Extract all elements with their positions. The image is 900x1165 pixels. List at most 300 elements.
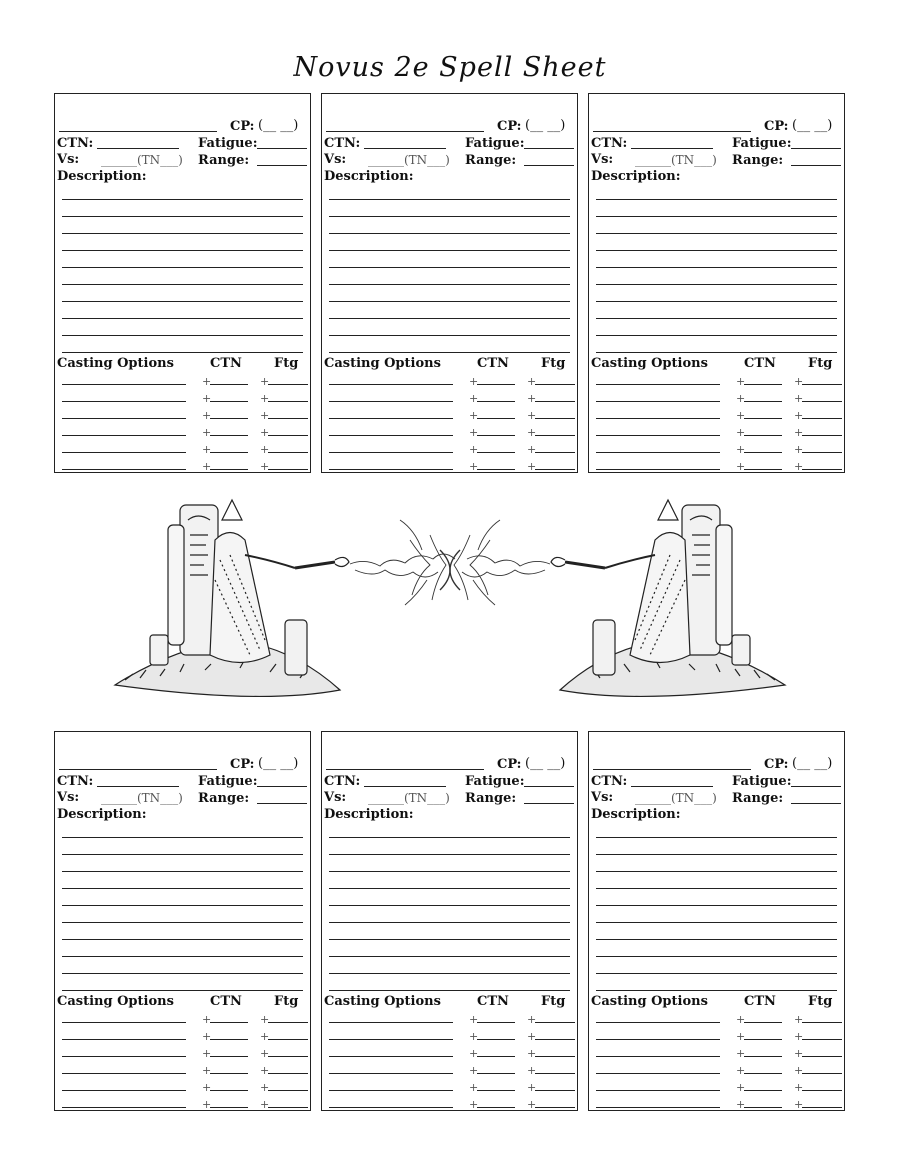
ftg-plus: + bbox=[260, 460, 270, 473]
description-line[interactable] bbox=[596, 318, 837, 319]
ftg-plus: + bbox=[794, 375, 804, 388]
ctn-plus: + bbox=[469, 392, 479, 405]
casting-option-ftg-field[interactable] bbox=[268, 401, 308, 402]
spell-name-field[interactable] bbox=[326, 131, 484, 132]
casting-option-ctn-field[interactable] bbox=[477, 1090, 515, 1091]
ctn-plus: + bbox=[202, 409, 212, 422]
ftg-plus: + bbox=[260, 392, 270, 405]
casting-option-ctn-field[interactable] bbox=[477, 418, 515, 419]
spell-card-6 bbox=[588, 731, 845, 1111]
casting-option-field[interactable] bbox=[329, 418, 453, 419]
range-field[interactable] bbox=[257, 165, 307, 166]
ftg-plus: + bbox=[527, 1047, 537, 1060]
casting-option-ftg-field[interactable] bbox=[802, 401, 842, 402]
ftg-plus: + bbox=[527, 443, 537, 456]
cp-value-field[interactable]: (__ __) bbox=[525, 118, 566, 133]
description-line[interactable] bbox=[62, 352, 303, 353]
casting-option-ftg-field[interactable] bbox=[802, 1056, 842, 1057]
casting-option-ftg-field[interactable] bbox=[802, 384, 842, 385]
ctn-field[interactable] bbox=[631, 148, 713, 149]
casting-option-ctn-field[interactable] bbox=[477, 384, 515, 385]
casting-option-ctn-field[interactable] bbox=[477, 1022, 515, 1023]
ctn-plus: + bbox=[469, 1013, 479, 1026]
casting-option-ftg-field[interactable] bbox=[268, 384, 308, 385]
description-line[interactable] bbox=[596, 352, 837, 353]
description-line[interactable] bbox=[596, 939, 837, 940]
ctn-plus: + bbox=[736, 1081, 746, 1094]
casting-option-field[interactable] bbox=[596, 1090, 720, 1091]
ftg-plus: + bbox=[527, 392, 537, 405]
casting-option-ftg-field[interactable] bbox=[268, 1056, 308, 1057]
casting-option-field[interactable] bbox=[62, 1107, 186, 1108]
cp-label: CP: bbox=[230, 757, 255, 772]
ctn-plus: + bbox=[469, 409, 479, 422]
casting-option-field[interactable] bbox=[62, 1056, 186, 1057]
ctn-plus: + bbox=[202, 1081, 212, 1094]
casting-option-field[interactable] bbox=[596, 435, 720, 436]
description-line[interactable] bbox=[596, 888, 837, 889]
cp-value-field[interactable]: (__ __) bbox=[258, 756, 299, 771]
description-label: Description: bbox=[57, 169, 147, 184]
range-field[interactable] bbox=[257, 803, 307, 804]
vs-tn-field[interactable]: ______(TN___) bbox=[635, 791, 717, 805]
casting-option-ctn-field[interactable] bbox=[744, 418, 782, 419]
casting-option-ftg-field[interactable] bbox=[268, 469, 308, 470]
ctn-plus: + bbox=[736, 1013, 746, 1026]
casting-option-ctn-field[interactable] bbox=[477, 1039, 515, 1040]
cp-value-field[interactable]: (__ __) bbox=[525, 756, 566, 771]
fatigue-label: Fatigue: bbox=[732, 136, 792, 151]
description-line[interactable] bbox=[62, 216, 303, 217]
vs-tn-field[interactable]: ______(TN___) bbox=[368, 153, 450, 167]
description-line[interactable] bbox=[62, 250, 303, 251]
description-line[interactable] bbox=[62, 837, 303, 838]
casting-option-ftg-field[interactable] bbox=[802, 1022, 842, 1023]
casting-option-field[interactable] bbox=[329, 1107, 453, 1108]
ftg-plus: + bbox=[260, 1013, 270, 1026]
description-line[interactable] bbox=[62, 854, 303, 855]
ctn-plus: + bbox=[202, 1047, 212, 1060]
ctn-column-header: CTN bbox=[210, 994, 242, 1009]
ctn-plus: + bbox=[736, 426, 746, 439]
casting-option-ftg-field[interactable] bbox=[268, 418, 308, 419]
casting-option-ctn-field[interactable] bbox=[744, 1107, 782, 1108]
casting-option-field[interactable] bbox=[329, 435, 453, 436]
spell-card-4 bbox=[54, 731, 311, 1111]
casting-option-ftg-field[interactable] bbox=[802, 1073, 842, 1074]
ctn-field[interactable] bbox=[364, 786, 446, 787]
description-line[interactable] bbox=[329, 973, 570, 974]
casting-option-ctn-field[interactable] bbox=[210, 469, 248, 470]
spell-name-field[interactable] bbox=[593, 131, 751, 132]
casting-option-ftg-field[interactable] bbox=[535, 435, 575, 436]
casting-option-field[interactable] bbox=[329, 469, 453, 470]
casting-option-field[interactable] bbox=[596, 1039, 720, 1040]
ctn-plus: + bbox=[469, 1098, 479, 1111]
vs-tn-field[interactable]: ______(TN___) bbox=[101, 153, 183, 167]
description-line[interactable] bbox=[596, 837, 837, 838]
casting-option-ctn-field[interactable] bbox=[744, 1039, 782, 1040]
casting-option-ftg-field[interactable] bbox=[802, 1090, 842, 1091]
ftg-column-header: Ftg bbox=[274, 356, 299, 371]
casting-option-ftg-field[interactable] bbox=[268, 435, 308, 436]
spell-name-field[interactable] bbox=[59, 131, 217, 132]
fatigue-label: Fatigue: bbox=[198, 774, 258, 789]
description-line[interactable] bbox=[62, 939, 303, 940]
casting-option-ctn-field[interactable] bbox=[744, 1022, 782, 1023]
ctn-plus: + bbox=[736, 443, 746, 456]
ftg-plus: + bbox=[260, 1081, 270, 1094]
right-wizard-scene bbox=[551, 500, 785, 696]
casting-option-ctn-field[interactable] bbox=[477, 1073, 515, 1074]
casting-option-ctn-field[interactable] bbox=[210, 384, 248, 385]
description-line[interactable] bbox=[329, 888, 570, 889]
casting-option-ctn-field[interactable] bbox=[744, 452, 782, 453]
casting-option-ctn-field[interactable] bbox=[210, 1039, 248, 1040]
casting-option-ctn-field[interactable] bbox=[744, 435, 782, 436]
ctn-plus: + bbox=[202, 1013, 212, 1026]
description-line[interactable] bbox=[329, 990, 570, 991]
casting-option-ctn-field[interactable] bbox=[477, 401, 515, 402]
ctn-field[interactable] bbox=[631, 786, 713, 787]
casting-option-field[interactable] bbox=[329, 1039, 453, 1040]
casting-option-ftg-field[interactable] bbox=[268, 452, 308, 453]
ctn-plus: + bbox=[736, 1047, 746, 1060]
description-line[interactable] bbox=[596, 250, 837, 251]
spell-card-2 bbox=[321, 93, 578, 473]
description-line[interactable] bbox=[62, 301, 303, 302]
description-line[interactable] bbox=[329, 939, 570, 940]
casting-option-field[interactable] bbox=[329, 452, 453, 453]
description-line[interactable] bbox=[62, 973, 303, 974]
description-line[interactable] bbox=[329, 854, 570, 855]
casting-option-ctn-field[interactable] bbox=[210, 418, 248, 419]
spell-name-field[interactable] bbox=[59, 769, 217, 770]
ftg-plus: + bbox=[260, 1064, 270, 1077]
cp-label: CP: bbox=[764, 757, 789, 772]
casting-option-ftg-field[interactable] bbox=[802, 469, 842, 470]
casting-option-field[interactable] bbox=[62, 1090, 186, 1091]
casting-option-ctn-field[interactable] bbox=[210, 1073, 248, 1074]
range-field[interactable] bbox=[524, 803, 574, 804]
ftg-column-header: Ftg bbox=[274, 994, 299, 1009]
casting-option-ctn-field[interactable] bbox=[210, 452, 248, 453]
description-line[interactable] bbox=[329, 922, 570, 923]
fatigue-field[interactable] bbox=[791, 786, 841, 787]
ftg-plus: + bbox=[527, 1030, 537, 1043]
ftg-plus: + bbox=[794, 1047, 804, 1060]
ftg-plus: + bbox=[794, 443, 804, 456]
description-line[interactable] bbox=[329, 284, 570, 285]
casting-option-ctn-field[interactable] bbox=[744, 469, 782, 470]
description-line[interactable] bbox=[596, 199, 837, 200]
casting-option-ctn-field[interactable] bbox=[744, 1056, 782, 1057]
ftg-plus: + bbox=[527, 1081, 537, 1094]
ctn-plus: + bbox=[469, 375, 479, 388]
ftg-plus: + bbox=[527, 1098, 537, 1111]
ctn-plus: + bbox=[469, 443, 479, 456]
description-line[interactable] bbox=[596, 233, 837, 234]
vs-label: Vs: bbox=[57, 790, 80, 805]
fatigue-field[interactable] bbox=[524, 786, 574, 787]
ctn-plus: + bbox=[202, 392, 212, 405]
description-line[interactable] bbox=[329, 301, 570, 302]
ctn-column-header: CTN bbox=[744, 994, 776, 1009]
casting-option-field[interactable] bbox=[596, 469, 720, 470]
description-label: Description: bbox=[591, 807, 681, 822]
description-line[interactable] bbox=[62, 233, 303, 234]
spell-card-3 bbox=[588, 93, 845, 473]
casting-option-ctn-field[interactable] bbox=[477, 1107, 515, 1108]
cp-label: CP: bbox=[497, 757, 522, 772]
fatigue-field[interactable] bbox=[257, 786, 307, 787]
casting-option-field[interactable] bbox=[596, 1107, 720, 1108]
ftg-plus: + bbox=[794, 392, 804, 405]
casting-option-field[interactable] bbox=[596, 418, 720, 419]
cp-value-field[interactable]: (__ __) bbox=[792, 756, 833, 771]
cp-value-field[interactable]: (__ __) bbox=[792, 118, 833, 133]
casting-option-ctn-field[interactable] bbox=[477, 1056, 515, 1057]
casting-options-header: Casting Options bbox=[591, 356, 708, 371]
ctn-label: CTN: bbox=[591, 136, 628, 151]
ctn-plus: + bbox=[469, 426, 479, 439]
casting-option-ctn-field[interactable] bbox=[477, 452, 515, 453]
casting-option-ctn-field[interactable] bbox=[210, 1056, 248, 1057]
description-line[interactable] bbox=[62, 990, 303, 991]
casting-option-field[interactable] bbox=[62, 469, 186, 470]
description-line[interactable] bbox=[329, 905, 570, 906]
casting-option-field[interactable] bbox=[596, 452, 720, 453]
casting-option-ftg-field[interactable] bbox=[535, 1107, 575, 1108]
description-line[interactable] bbox=[62, 335, 303, 336]
casting-option-field[interactable] bbox=[329, 401, 453, 402]
casting-option-ctn-field[interactable] bbox=[477, 435, 515, 436]
casting-option-ftg-field[interactable] bbox=[535, 1022, 575, 1023]
ftg-plus: + bbox=[260, 1098, 270, 1111]
spell-name-field[interactable] bbox=[326, 769, 484, 770]
ctn-plus: + bbox=[469, 1030, 479, 1043]
casting-option-ftg-field[interactable] bbox=[268, 1073, 308, 1074]
description-line[interactable] bbox=[596, 990, 837, 991]
ctn-label: CTN: bbox=[324, 774, 361, 789]
page-title: Novus 2e Spell Sheet bbox=[293, 52, 607, 83]
range-field[interactable] bbox=[524, 165, 574, 166]
description-line[interactable] bbox=[329, 233, 570, 234]
description-line[interactable] bbox=[329, 318, 570, 319]
casting-option-ftg-field[interactable] bbox=[535, 401, 575, 402]
casting-option-ftg-field[interactable] bbox=[268, 1022, 308, 1023]
casting-option-field[interactable] bbox=[329, 1056, 453, 1057]
casting-option-ctn-field[interactable] bbox=[210, 401, 248, 402]
casting-option-ctn-field[interactable] bbox=[477, 469, 515, 470]
description-line[interactable] bbox=[329, 335, 570, 336]
ctn-plus: + bbox=[736, 375, 746, 388]
description-line[interactable] bbox=[329, 250, 570, 251]
description-line[interactable] bbox=[596, 267, 837, 268]
range-label: Range: bbox=[198, 791, 250, 806]
ftg-plus: + bbox=[794, 460, 804, 473]
casting-option-field[interactable] bbox=[596, 1073, 720, 1074]
vs-label: Vs: bbox=[591, 152, 614, 167]
description-line[interactable] bbox=[596, 301, 837, 302]
ftg-plus: + bbox=[527, 375, 537, 388]
fatigue-field[interactable] bbox=[257, 148, 307, 149]
casting-option-field[interactable] bbox=[62, 1039, 186, 1040]
casting-option-ftg-field[interactable] bbox=[535, 452, 575, 453]
description-label: Description: bbox=[324, 169, 414, 184]
ctn-field[interactable] bbox=[364, 148, 446, 149]
ftg-plus: + bbox=[794, 426, 804, 439]
casting-option-ftg-field[interactable] bbox=[535, 1056, 575, 1057]
casting-option-field[interactable] bbox=[596, 401, 720, 402]
casting-option-ftg-field[interactable] bbox=[535, 1039, 575, 1040]
ftg-plus: + bbox=[794, 1064, 804, 1077]
description-line[interactable] bbox=[62, 888, 303, 889]
description-line[interactable] bbox=[329, 352, 570, 353]
range-field[interactable] bbox=[791, 803, 841, 804]
ctn-column-header: CTN bbox=[210, 356, 242, 371]
vs-tn-field[interactable]: ______(TN___) bbox=[635, 153, 717, 167]
ftg-plus: + bbox=[260, 426, 270, 439]
casting-options-header: Casting Options bbox=[57, 994, 174, 1009]
casting-option-ctn-field[interactable] bbox=[210, 1022, 248, 1023]
cp-value-field[interactable]: (__ __) bbox=[258, 118, 299, 133]
ctn-field[interactable] bbox=[97, 148, 179, 149]
vs-label: Vs: bbox=[324, 790, 347, 805]
casting-option-ctn-field[interactable] bbox=[744, 384, 782, 385]
casting-option-field[interactable] bbox=[596, 1022, 720, 1023]
description-line[interactable] bbox=[62, 267, 303, 268]
vs-tn-field[interactable]: ______(TN___) bbox=[368, 791, 450, 805]
casting-option-ftg-field[interactable] bbox=[268, 1107, 308, 1108]
casting-option-field[interactable] bbox=[62, 1022, 186, 1023]
ctn-plus: + bbox=[202, 1064, 212, 1077]
description-line[interactable] bbox=[62, 922, 303, 923]
casting-option-ftg-field[interactable] bbox=[802, 418, 842, 419]
description-line[interactable] bbox=[62, 905, 303, 906]
description-line[interactable] bbox=[62, 318, 303, 319]
description-line[interactable] bbox=[62, 284, 303, 285]
casting-option-field[interactable] bbox=[596, 384, 720, 385]
casting-option-field[interactable] bbox=[62, 384, 186, 385]
ftg-plus: + bbox=[794, 409, 804, 422]
spell-card-5 bbox=[321, 731, 578, 1111]
casting-option-ftg-field[interactable] bbox=[268, 1039, 308, 1040]
description-line[interactable] bbox=[329, 199, 570, 200]
description-label: Description: bbox=[591, 169, 681, 184]
description-line[interactable] bbox=[62, 199, 303, 200]
description-line[interactable] bbox=[596, 973, 837, 974]
vs-tn-field[interactable]: ______(TN___) bbox=[101, 791, 183, 805]
casting-option-ctn-field[interactable] bbox=[744, 401, 782, 402]
casting-option-field[interactable] bbox=[596, 1056, 720, 1057]
ctn-plus: + bbox=[469, 1081, 479, 1094]
ctn-plus: + bbox=[202, 1030, 212, 1043]
description-line[interactable] bbox=[596, 216, 837, 217]
fatigue-field[interactable] bbox=[524, 148, 574, 149]
casting-option-field[interactable] bbox=[329, 384, 453, 385]
range-label: Range: bbox=[732, 791, 784, 806]
ftg-plus: + bbox=[260, 443, 270, 456]
casting-option-ftg-field[interactable] bbox=[802, 435, 842, 436]
ctn-plus: + bbox=[202, 443, 212, 456]
description-line[interactable] bbox=[596, 335, 837, 336]
ctn-plus: + bbox=[736, 460, 746, 473]
ftg-plus: + bbox=[794, 1030, 804, 1043]
ftg-column-header: Ftg bbox=[541, 356, 566, 371]
casting-option-field[interactable] bbox=[62, 401, 186, 402]
casting-option-field[interactable] bbox=[62, 452, 186, 453]
casting-option-ftg-field[interactable] bbox=[268, 1090, 308, 1091]
casting-options-header: Casting Options bbox=[57, 356, 174, 371]
ftg-column-header: Ftg bbox=[808, 994, 833, 1009]
fatigue-field[interactable] bbox=[791, 148, 841, 149]
description-line[interactable] bbox=[62, 871, 303, 872]
casting-option-field[interactable] bbox=[329, 1022, 453, 1023]
description-line[interactable] bbox=[596, 922, 837, 923]
description-line[interactable] bbox=[596, 871, 837, 872]
range-field[interactable] bbox=[791, 165, 841, 166]
casting-option-ftg-field[interactable] bbox=[535, 418, 575, 419]
spell-name-field[interactable] bbox=[593, 769, 751, 770]
description-line[interactable] bbox=[329, 837, 570, 838]
ctn-label: CTN: bbox=[324, 136, 361, 151]
description-line[interactable] bbox=[596, 956, 837, 957]
casting-option-ctn-field[interactable] bbox=[210, 1107, 248, 1108]
casting-options-header: Casting Options bbox=[591, 994, 708, 1009]
description-line[interactable] bbox=[329, 216, 570, 217]
ctn-field[interactable] bbox=[97, 786, 179, 787]
casting-option-field[interactable] bbox=[329, 1090, 453, 1091]
casting-option-field[interactable] bbox=[329, 1073, 453, 1074]
casting-option-ftg-field[interactable] bbox=[535, 1090, 575, 1091]
casting-option-ftg-field[interactable] bbox=[802, 452, 842, 453]
range-label: Range: bbox=[198, 153, 250, 168]
fatigue-label: Fatigue: bbox=[465, 136, 525, 151]
casting-option-ctn-field[interactable] bbox=[744, 1073, 782, 1074]
description-line[interactable] bbox=[329, 267, 570, 268]
ctn-plus: + bbox=[736, 392, 746, 405]
casting-option-ftg-field[interactable] bbox=[535, 469, 575, 470]
casting-option-ftg-field[interactable] bbox=[535, 1073, 575, 1074]
range-label: Range: bbox=[465, 791, 517, 806]
description-line[interactable] bbox=[329, 871, 570, 872]
description-line[interactable] bbox=[62, 956, 303, 957]
ctn-label: CTN: bbox=[57, 136, 94, 151]
casting-option-field[interactable] bbox=[62, 1073, 186, 1074]
ftg-plus: + bbox=[794, 1098, 804, 1111]
ftg-plus: + bbox=[527, 409, 537, 422]
casting-option-ctn-field[interactable] bbox=[744, 1090, 782, 1091]
casting-option-field[interactable] bbox=[62, 435, 186, 436]
casting-option-ftg-field[interactable] bbox=[802, 1039, 842, 1040]
description-line[interactable] bbox=[596, 284, 837, 285]
casting-option-ftg-field[interactable] bbox=[802, 1107, 842, 1108]
ctn-plus: + bbox=[469, 460, 479, 473]
vs-label: Vs: bbox=[591, 790, 614, 805]
casting-option-ctn-field[interactable] bbox=[210, 435, 248, 436]
description-line[interactable] bbox=[596, 854, 837, 855]
casting-option-field[interactable] bbox=[62, 418, 186, 419]
cp-label: CP: bbox=[764, 119, 789, 134]
range-label: Range: bbox=[465, 153, 517, 168]
casting-option-ctn-field[interactable] bbox=[210, 1090, 248, 1091]
casting-options-header: Casting Options bbox=[324, 356, 441, 371]
casting-option-ftg-field[interactable] bbox=[535, 384, 575, 385]
ctn-plus: + bbox=[736, 1030, 746, 1043]
description-line[interactable] bbox=[596, 905, 837, 906]
description-line[interactable] bbox=[329, 956, 570, 957]
